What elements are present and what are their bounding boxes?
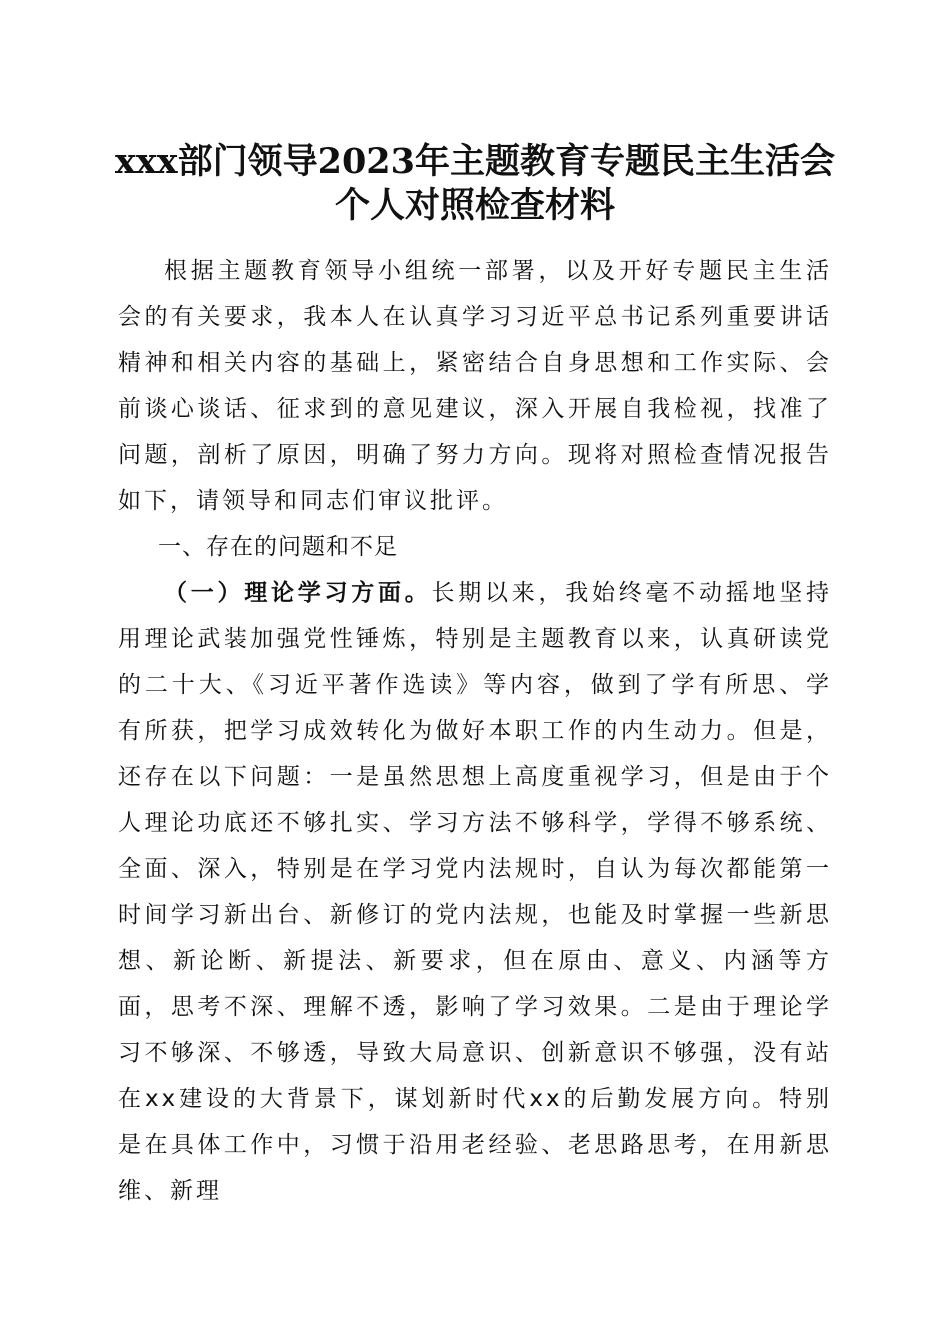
document-body <box>118 248 832 1214</box>
document-title-line1: xxx部门领导2023年主题教育专题民主生活会 <box>114 141 835 182</box>
document-title-line2: 个人对照检查材料 <box>334 185 615 226</box>
subsection-text: 长期以来，我始终毫不动摇地坚持用理论武装加强党性锤炼，特别是主题教育以来，认真研读党的二十大、《习近平著作选读》等内容，做到了学有所思、学有所获，把学习成效转化为做好本职工作的内生动力。但是，还存在以下问题：一是虽然思想上高度重视学习，但是由于个人理论功底还不够扎实、学习方法不够科学，学得不够系统、全面、深入，特别是在学习党内法规时，自认为每次都能第一时间学习新出台、新修订的党内法规，也能及时掌握一些新思想、新论断、新提法、新要求，但在原由、意义、内涵等方面，思考不深、理解不透，影响了学习效果。二是由于理论学习不够深、不够透，导致大局意识、创新意识不够强，没有站在xx建设的大背景下，谋划新时代xx的后勤发展方向。特别是在具体工作中，习惯于沿用老经验、老思路思考，在用新思维、新理 <box>118 580 832 1204</box>
section-heading: 一、存在的问题和不足 <box>158 534 398 560</box>
subsection-paragraph <box>118 570 832 1214</box>
subsection-heading: （一）理论学习方面。 <box>164 580 432 606</box>
intro-paragraph: 根据主题教育领导小组统一部署，以及开好专题民主生活会的有关要求，我本人在认真学习习近平总书记系列重要讲话精神和相关内容的基础上，紧密结合自身思想和工作实际、会前谈心谈话、征求到的意见建议，深入开展自我检视，找准了问题，剖析了原因，明确了努力方向。现将对照检查情况报告如下，请领导和同志们审议批评。 <box>118 258 832 514</box>
